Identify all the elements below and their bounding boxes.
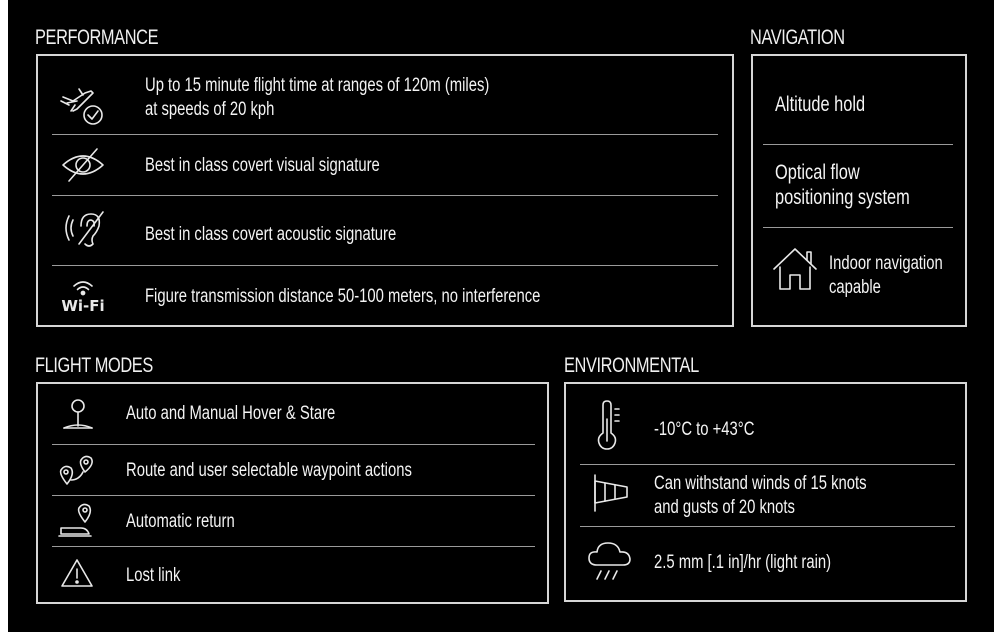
navigation-item-2-line1: Optical flow	[775, 161, 860, 184]
wifi-icon-label: Wi-Fi	[61, 297, 105, 315]
performance-item-1-line2: at speeds of 20 kph	[145, 99, 275, 120]
wifi-icon	[58, 272, 108, 322]
performance-item-3-text: Best in class covert acoustic signature	[145, 224, 397, 245]
return-landing-icon	[54, 500, 104, 540]
divider	[580, 464, 955, 465]
performance-item-4-text: Figure transmission distance 50-100 meters, no interference	[145, 286, 541, 307]
navigation-item-3-line2: capable	[829, 277, 881, 298]
ear-slash-icon	[58, 206, 108, 250]
performance-panel	[36, 54, 734, 327]
flight-mode-1-text: Auto and Manual Hover & Stare	[126, 403, 336, 424]
environmental-title: ENVIRONMENTAL	[564, 354, 699, 377]
flight-mode-3-text: Automatic return	[126, 511, 235, 532]
house-icon	[769, 244, 821, 294]
performance-title: PERFORMANCE	[35, 26, 159, 49]
flight-mode-4-text: Lost link	[126, 565, 181, 586]
environmental-item-1-text: -10°C to +43°C	[654, 419, 755, 440]
eye-slash-icon	[58, 144, 108, 186]
navigation-title: NAVIGATION	[750, 26, 845, 49]
divider	[52, 444, 535, 445]
performance-item-2-text: Best in class covert visual signature	[145, 155, 380, 176]
thermometer-icon	[586, 398, 630, 454]
environmental-item-2-line2: and gusts of 20 knots	[654, 497, 795, 518]
map-pin-hover-icon	[56, 396, 100, 436]
windsock-icon	[586, 470, 634, 516]
spec-sheet	[8, 0, 994, 632]
navigation-item-1-text: Altitude hold	[775, 93, 866, 116]
performance-item-1-line1: Up to 15 minute flight time at ranges of 120m (miles)	[145, 75, 490, 96]
environmental-item-3-text: 2.5 mm [.1 in]/hr (light rain)	[654, 552, 832, 573]
divider	[580, 526, 955, 527]
flight-modes-title: FLIGHT MODES	[35, 354, 153, 377]
navigation-item-3-line1: Indoor navigation	[829, 253, 943, 274]
rain-cloud-icon	[584, 534, 636, 586]
divider	[52, 495, 535, 496]
route-waypoints-icon	[54, 450, 100, 490]
plane-check-icon	[56, 80, 110, 130]
warning-triangle-icon	[56, 554, 98, 592]
divider	[52, 195, 718, 196]
divider	[52, 134, 718, 135]
flight-mode-2-text: Route and user selectable waypoint actions	[126, 460, 412, 481]
environmental-panel	[564, 382, 967, 602]
flight-modes-panel	[36, 382, 549, 604]
navigation-item-2-line2: positioning system	[775, 186, 910, 209]
divider	[52, 546, 535, 547]
divider	[52, 265, 718, 266]
navigation-panel	[751, 54, 967, 327]
environmental-item-2-line1: Can withstand winds of 15 knots	[654, 473, 867, 494]
divider	[763, 227, 953, 228]
divider	[763, 144, 953, 145]
